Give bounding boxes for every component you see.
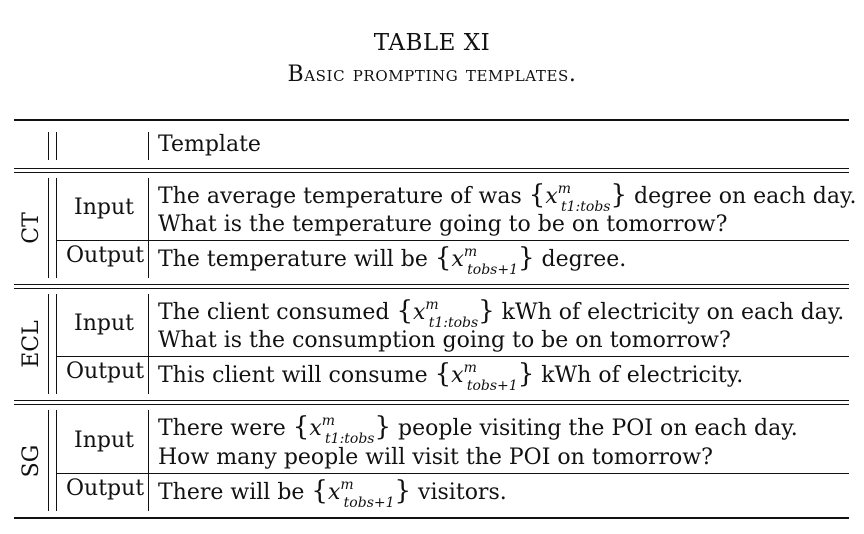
header-column-bar (148, 132, 149, 160)
group-label-ct: CT (19, 212, 44, 244)
bottom-rule (14, 517, 849, 519)
group-ecl-top-rule (14, 288, 849, 289)
ct-column-bar (148, 178, 149, 278)
group-ct-bottom-rule (14, 284, 849, 285)
group-label-ecl: ECL (19, 320, 44, 368)
group-ct-top-rule (14, 172, 849, 173)
ecl-input-line1: The client consumed $\{x^m_{t1:tobs}\}$ kWh of electricity on each day. (158, 296, 845, 331)
group-label-sg: SG (19, 444, 44, 478)
sg-input-line1: There were $\{x^m_{t1:tobs}\}$ people visiting the POI on each day. (158, 412, 798, 447)
sg-double-bar-right (56, 410, 57, 511)
ecl-double-bar-left (48, 294, 49, 394)
sg-output-label: Output (66, 476, 145, 501)
ecl-column-bar (148, 294, 149, 394)
ct-double-bar-left (48, 178, 49, 278)
ecl-double-bar-right (56, 294, 57, 394)
header-rule (14, 168, 849, 169)
sg-input-label: Input (74, 428, 134, 453)
table-caption-subtitle: Basic prompting templates. (287, 62, 577, 87)
group-ecl-mid-rule (57, 356, 849, 357)
table-caption-title: TABLE XI (373, 30, 491, 56)
group-sg-top-rule (14, 404, 849, 405)
ecl-input-label: Input (74, 311, 134, 336)
header-double-bar-left (48, 132, 49, 160)
sg-input-line2: How many people will visit the POI on tomorrow? (158, 445, 713, 470)
ecl-input-line2: What is the consumption going to be on tomorrow? (158, 328, 731, 353)
ct-input-label: Input (74, 195, 134, 220)
ecl-output-text: This client will consume $\{x^m_{tobs+1}\}$ kWh of electricity. (158, 359, 744, 394)
ct-input-line2: What is the temperature going to be on tomorrow? (158, 212, 728, 237)
group-ecl-bottom-rule (14, 400, 849, 401)
ct-double-bar-right (56, 178, 57, 278)
group-sg-mid-rule (57, 473, 849, 474)
group-ct-mid-rule (57, 240, 849, 241)
header-double-bar-right (56, 132, 57, 160)
ct-input-line1: The average temperature of was $\{x^m_{t1:tobs}\}$ degree on each day. (158, 180, 857, 215)
ct-output-label: Output (66, 243, 145, 268)
ct-output-text: The temperature will be $\{x^m_{tobs+1}\}$ degree. (158, 243, 627, 278)
sg-column-bar (148, 410, 149, 511)
sg-output-text: There will be $\{x^m_{tobs+1}\}$ visitors. (158, 476, 507, 511)
top-rule (14, 119, 849, 121)
template-column-header: Template (158, 132, 261, 157)
sg-double-bar-left (48, 410, 49, 511)
ecl-output-label: Output (66, 359, 145, 384)
